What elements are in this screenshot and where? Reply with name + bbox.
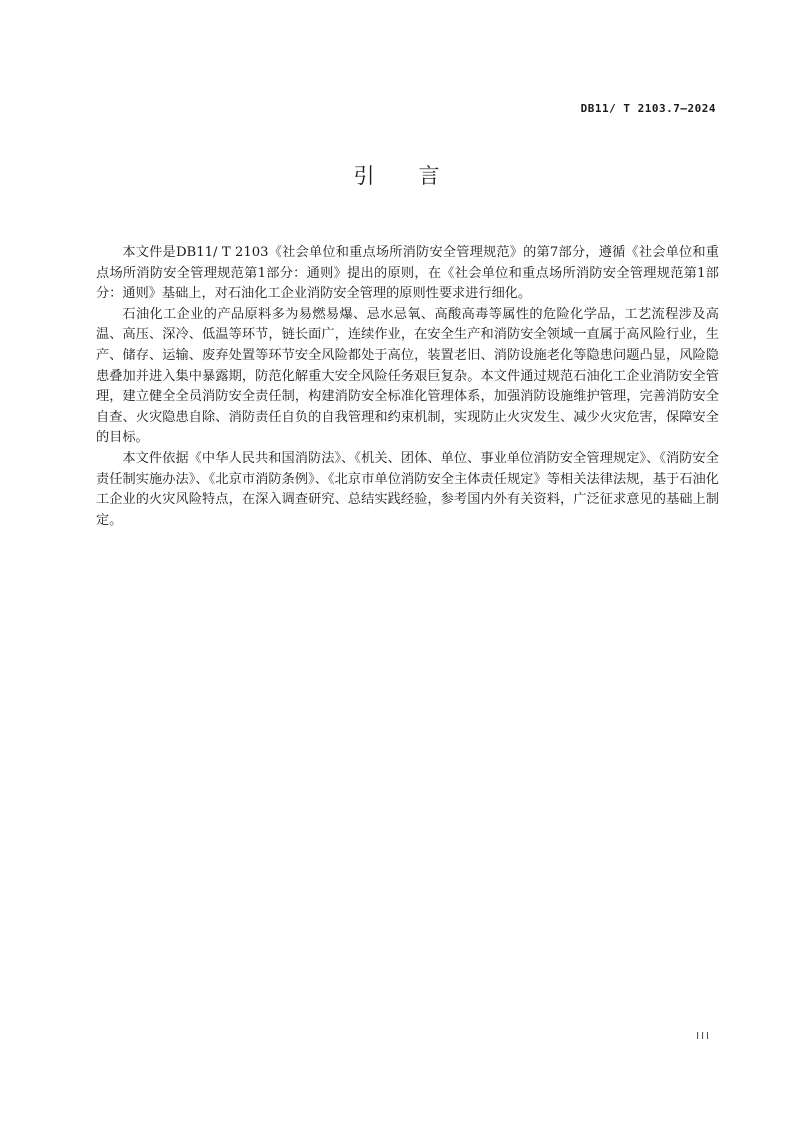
paragraph-background: 石油化工企业的产品原料多为易燃易爆、忌水忌氧、高酸高毒等属性的危险化学品，工艺流程涉及高温、高压、深冷、低温等环节，链长面广，连续作业，在安全生产和消防安全领域一直属于高风险行业，生产、储存、运输、废弃处置等环节安全风险都处于高位，装置老旧、消防设施老化等隐患问题凸显，风险隐患叠加并进入集中暴露期，防范化解重大安全风险任务艰巨复杂。本文件通过规范石油化工企业消防安全管理，建立健全全员消防安全责任制，构建消防安全标准化管理体系，加强消防设施维护管理，完善消防安全自查、火灾隐患自除、消防责任自负的自我管理和约束机制，实现防止火灾发生、减少火灾危害，保障安全的目标。: [96, 306, 719, 446]
section-title: 引言: [353, 164, 484, 188]
document-code: DB11/ T 2103.7—2024: [580, 102, 716, 115]
body-content: [96, 243, 719, 531]
page-number: III: [696, 1031, 711, 1042]
paragraph-basis: 本文件依据《中华人民共和国消防法》、《机关、团体、单位、事业单位消防安全管理规定》、《消防安全责任制实施办法》、《北京市消防条例》、《北京市单位消防安全主体责任规定》等相关法律法规，基于石油化工企业的火灾风险特点，在深入调查研究、总结实践经验，参考国内外有关资料，广泛征求意见的基础上制定。: [96, 450, 719, 528]
paragraph-scope: 本文件是DB11/ T 2103《社会单位和重点场所消防安全管理规范》的第7部分，遵循《社会单位和重点场所消防安全管理规范第1部分：通则》提出的原则，在《社会单位和重点场所消防安全管理规范第1部分：通则》基础上，对石油化工企业消防安全管理的原则性要求进行细化。: [96, 245, 719, 302]
